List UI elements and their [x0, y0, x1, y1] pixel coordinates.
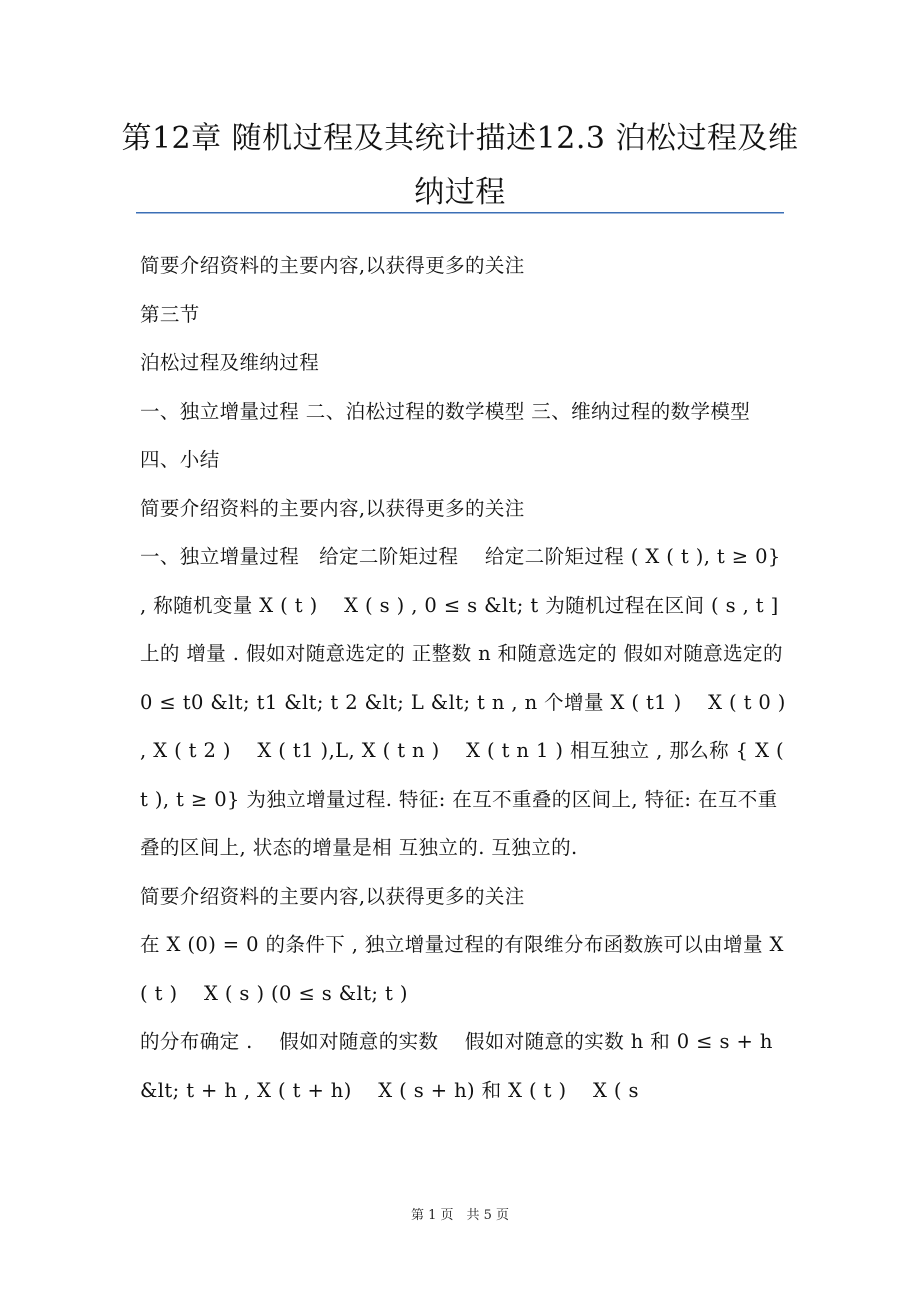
paragraph-8: 在 X (0) = 0 的条件下 , 独立增量过程的有限维分布函数族可以由增量 X ( t ) X ( s ) (0 ≤ s &lt; t )	[140, 933, 784, 1005]
paragraph-7: 简要介绍资料的主要内容,以获得更多的关注	[140, 884, 525, 908]
paragraph-2: 第三节	[140, 302, 200, 326]
paragraph-5: 简要介绍资料的主要内容,以获得更多的关注	[140, 496, 525, 520]
paragraph-9: 的分布确定 . 假如对随意的实数 假如对随意的实数 h 和 0 ≤ s + h &lt; t + h , X ( t + h) X ( s + h) 和 X ( t ) X ( s	[140, 1030, 773, 1102]
document-body	[140, 242, 823, 1115]
title-divider	[136, 212, 784, 214]
page-footer: 第 1 页 共 5 页	[410, 1208, 510, 1223]
paragraph-3: 泊松过程及维纳过程	[140, 351, 320, 374]
paragraph-4: 一、独立增量过程 二、泊松过程的数学模型 三、维纳过程的数学模型 四、小结	[140, 399, 751, 471]
paragraph-6: 一、独立增量过程 给定二阶矩过程 给定二阶矩过程 ( X ( t ), t ≥ 0} , 称随机变量 X ( t ) X ( s ) , 0 ≤ s &lt; t 为随机过程在区间 ( s , t ] 上的 增量 . 假如对随意选定的 正整数 n 和随意选定的 假如对随意选定的 0 ≤ t0 &lt; t1 &lt; t 2 &lt; L &lt; t n , n 个增量 X ( t1 ) X ( t 0 ) , X ( t 2 ) X ( t1 ),L, X ( t n ) X ( t n 1 ) 相互独立 , 那么称 { X ( t ), t ≥ 0} 为独立增量过程. 特征: 在互不重叠的区间上, 特征: 在互不重叠的区间上, 状态的增量是相 互独立的. 互独立的.	[140, 545, 823, 859]
paragraph-1: 简要介绍资料的主要内容,以获得更多的关注	[140, 254, 525, 277]
page-title: 第12章 随机过程及其统计描述12.3 泊松过程及维纳过程	[121, 121, 799, 210]
